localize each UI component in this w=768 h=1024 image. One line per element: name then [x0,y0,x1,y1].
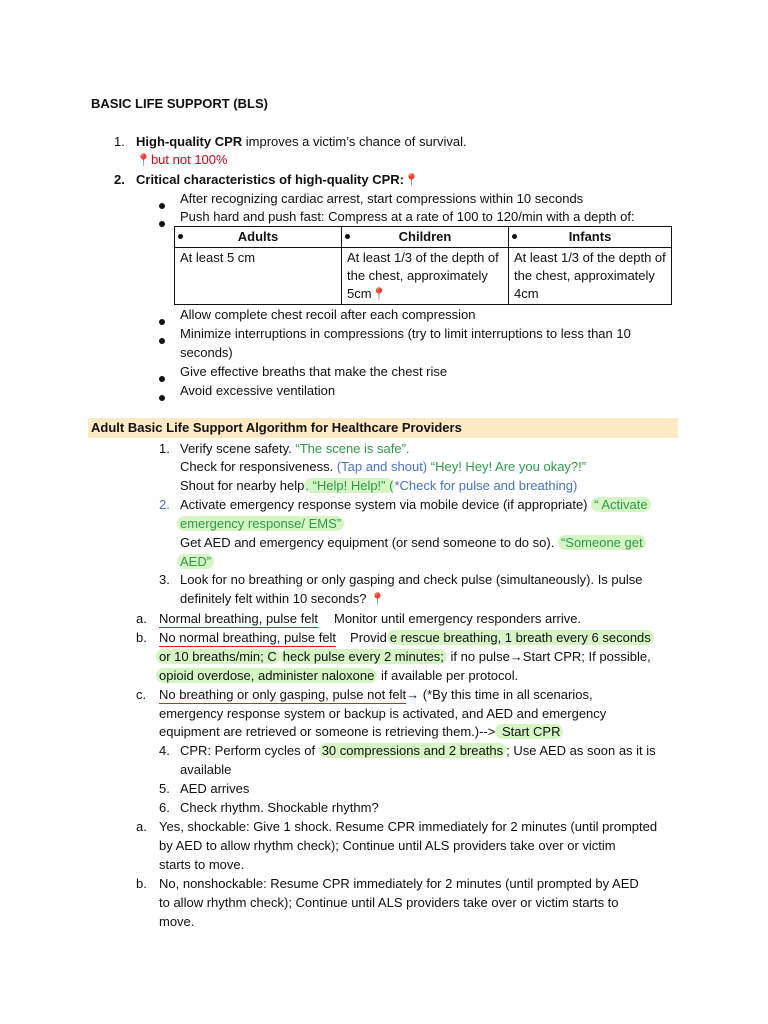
text: improves a victim’s chance of survival. [242,134,467,149]
step-line: Yes, shockable: Give 1 shock. Resume CPR immediately for 2 minutes (until prompted [159,819,658,834]
table-header: Children [342,227,509,248]
step-line: equipment are retrieved or someone is retrieving them.)--> Start CPR [159,723,563,741]
bullet-dot [159,369,165,387]
table-cell: At least 1/3 of the depth of the chest, approximately 5cm📍 [342,248,509,305]
quote-highlight: AED” [177,554,214,569]
highlight-text: e rescue breathing, 1 breath every 6 seconds [387,630,654,645]
step-line: AED arrives [180,781,250,796]
underlined-text: Normal breathing, pulse felt [159,611,318,626]
step-line: move. [159,914,195,929]
paren-text: *Check for pulse and breathing) [394,478,578,493]
step-line: Check rhythm. Shockable rhythm? [180,800,379,815]
bullet-dot [159,312,165,330]
quote-highlight: “Someone get [558,535,646,550]
list-letter: a. [136,819,147,834]
bullet-dot [159,331,165,349]
step-line: available [180,762,232,777]
step-line: opioid overdose, administer naloxone if available per protocol. [156,667,518,685]
bullet-text: Give effective breaths that make the chest rise [180,364,448,379]
step-line: Shout for nearby help. “Help! Help!” (*Check for pulse and breathing) [180,478,578,493]
step-line: Look for no breathing or only gasping and check pulse (simultaneously). Is pulse [180,572,643,587]
bullet-text: seconds) [180,345,233,360]
step-line: Get AED and emergency equipment (or send someone to do so). “Someone get [180,534,646,552]
list-number: 2. [159,497,170,512]
bullet-text: Minimize interruptions in compressions (try to limit interruptions to less than 10 [180,326,631,341]
depth-table [174,226,672,305]
note-line [136,151,228,169]
highlight-text: 30 compressions and 2 breaths [319,743,506,758]
table-cell: At least 5 cm [175,248,342,305]
quote-text: “The scene is safe”. [295,441,410,456]
bullet-text: Avoid excessive ventilation [180,383,336,398]
list-number: 1. [159,441,170,456]
document-title: BASIC LIFE SUPPORT (BLS) [91,96,268,111]
table-header-row [175,227,672,248]
step-line: CPR: Perform cycles of 30 compressions and 2 breaths ; Use AED as soon as it is [180,743,656,758]
list-letter: b. [136,876,147,891]
list-letter: c. [136,687,147,702]
step-line: to allow rhythm check); Continue until ALS providers take over or victim starts to [159,895,619,910]
bullet-dot [159,388,165,406]
step-line: or 10 breaths/min; C heck pulse every 2 minutes; if no pulse→Start CPR; If possible, [156,648,651,666]
step-line: by AED to allow rhythm check); Continue until ALS providers take over or victim [159,838,616,853]
pushpin-icon: 📍 [371,287,387,301]
bullet-dot [159,196,165,214]
list-letter: a. [136,611,147,626]
quote-highlight: “ Activate [591,497,650,512]
table-header: Infants [509,227,672,248]
highlight-text: heck pulse every 2 minutes; [280,649,447,664]
quote-highlight: emergency response/ EMS” [177,516,344,531]
list-number: 2. [114,172,125,187]
step-line: No normal breathing, pulse felt Provid e rescue breathing, 1 breath every 6 seconds [159,629,654,647]
highlight-text: Start CPR [495,724,563,739]
pushpin-icon: 📍 [404,173,419,187]
table-header: Adults [175,227,342,248]
step-line: Check for responsiveness. (Tap and shout) “Hey! Hey! Are you okay?!” [180,459,587,474]
bullet-text: Push hard and push fast: Compress at a rate of 100 to 120/min with a depth of: [180,209,635,224]
pushpin-icon: 📍 [136,153,151,167]
step-line: No, nonshockable: Resume CPR immediately for 2 minutes (until prompted by AED [159,876,639,891]
bullet-text: Allow complete chest recoil after each compression [180,307,476,322]
step-line [177,553,214,571]
paren-text: (Tap and shout) [336,459,428,474]
list-number: 3. [159,572,170,587]
list-number: 6. [159,800,170,815]
note-text: but not 100% [150,152,228,167]
bold-phrase: High-quality CPR [136,134,243,149]
quote-highlight: . “Help! Help!” ( [305,478,394,493]
pushpin-icon: 📍 [370,592,386,606]
section-heading: Adult Basic Life Support Algorithm for Healthcare Providers [91,420,462,435]
list-letter: b. [136,630,147,645]
underlined-text: No breathing or only gasping, pulse not felt [159,687,407,702]
list-number: 5. [159,781,170,796]
table-cell: At least 1/3 of the depth of the chest, approximately 4cm [509,248,672,305]
highlight-text: opioid overdose, administer naloxone [156,668,377,683]
table-row [175,248,672,305]
highlight-text: or 10 breaths/min; C [156,649,280,664]
step-line: No breathing or only gasping, pulse not felt→ (*By this time in all scenarios, [159,687,593,702]
quote-text: “Hey! Hey! Are you okay?!” [430,459,587,474]
bold-phrase: Critical characteristics of high-quality CPR: [136,172,405,187]
step-line: Activate emergency response system via mobile device (if appropriate) “ Activate [180,496,651,514]
step-line: starts to move. [159,857,245,872]
underlined-text: No normal breathing, pulse felt [159,630,337,645]
list-number: 1. [114,134,125,149]
bullet-text: After recognizing cardiac arrest, start compressions within 10 seconds [180,191,584,206]
list-item-1 [136,133,467,151]
step-line: Verify scene safety. “The scene is safe”. [180,441,410,456]
list-number: 4. [159,743,170,758]
step-line [177,515,344,533]
list-item-2 [136,171,419,189]
step-line: Normal breathing, pulse felt Monitor until emergency responders arrive. [159,611,582,626]
bullet-dot [159,214,165,232]
step-line: emergency response system or backup is activated, and AED and emergency [159,706,607,721]
step-line: definitely felt within 10 seconds? 📍 [180,591,386,606]
